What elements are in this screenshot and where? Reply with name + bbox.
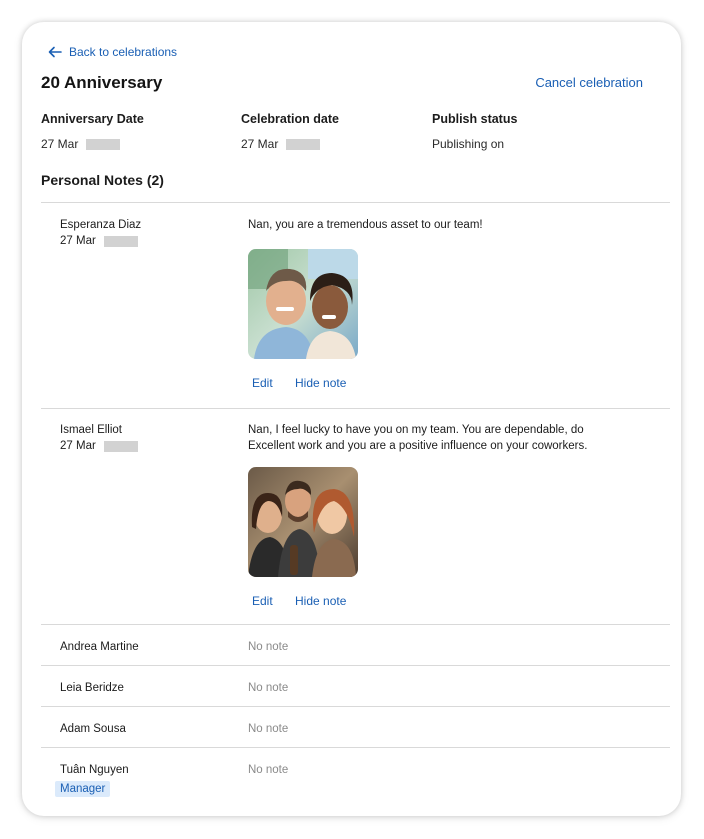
hide-note-link[interactable]: Hide note — [295, 376, 347, 390]
recipient-name: Adam Sousa — [60, 723, 126, 735]
back-to-celebrations-link[interactable] — [48, 45, 177, 59]
arrow-left-icon — [48, 46, 62, 58]
note-author: Esperanza Diaz — [60, 219, 142, 231]
note-photo — [248, 249, 358, 359]
hide-note-link[interactable]: Hide note — [295, 594, 347, 608]
note-text: Nan, I feel lucky to have you on my team. You are dependable, do Excellent work and you are a positive influence on your coworkers. — [248, 424, 588, 452]
note-date — [60, 440, 138, 452]
anniversary-date-value — [41, 137, 120, 151]
celebration-date-text: 27 Mar — [241, 137, 279, 151]
edit-note-link[interactable]: Edit — [252, 376, 273, 390]
note-date — [60, 235, 138, 247]
note-text: Nan, you are a tremendous asset to our team! — [248, 219, 483, 231]
manager-badge: Manager — [55, 781, 110, 797]
back-link-label: Back to celebrations — [69, 45, 178, 59]
no-note-text: No note — [248, 764, 289, 776]
group-selfie-image — [248, 467, 358, 577]
anniversary-date-text: 27 Mar — [41, 137, 79, 151]
note-date-text: 27 Mar — [60, 235, 96, 247]
redacted-year — [286, 139, 320, 150]
edit-note-link[interactable]: Edit — [252, 594, 273, 608]
divider — [41, 624, 670, 625]
divider — [41, 408, 670, 409]
note-author: Ismael Elliot — [60, 424, 122, 436]
redacted-year — [104, 236, 138, 247]
celebration-date-label: Celebration date — [241, 112, 339, 126]
no-note-text: No note — [248, 641, 289, 653]
no-note-text: No note — [248, 682, 289, 694]
selfie-photo-image — [248, 249, 358, 359]
recipient-name: Tuân Nguyen — [60, 764, 129, 776]
publish-status-label: Publish status — [432, 112, 518, 126]
personal-notes-title: Personal Notes (2) — [41, 172, 164, 188]
no-note-text: No note — [248, 723, 289, 735]
note-photo — [248, 467, 358, 577]
divider — [41, 747, 670, 748]
celebration-details-card — [22, 22, 681, 816]
celebration-date-value — [241, 137, 320, 151]
divider — [41, 202, 670, 203]
cancel-celebration-link[interactable]: Cancel celebration — [535, 75, 643, 90]
redacted-year — [104, 441, 138, 452]
divider — [41, 706, 670, 707]
redacted-year — [86, 139, 120, 150]
anniversary-date-label: Anniversary Date — [41, 112, 144, 126]
page-title: 20 Anniversary — [41, 73, 163, 92]
note-date-text: 27 Mar — [60, 440, 96, 452]
recipient-name: Andrea Martine — [60, 641, 139, 653]
publish-status-value: Publishing on — [432, 137, 505, 151]
divider — [41, 665, 670, 666]
recipient-name: Leia Beridze — [60, 682, 124, 694]
